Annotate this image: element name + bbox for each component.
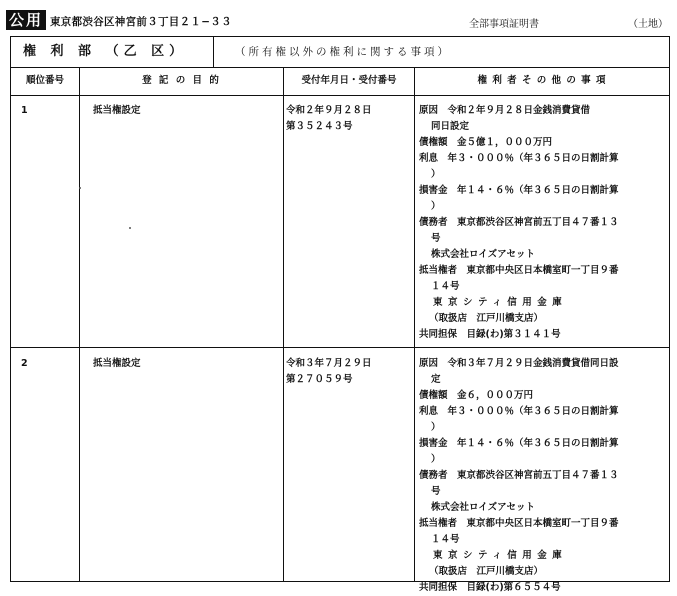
detail-line: 債権額 金５億１，０００万円 <box>419 137 553 148</box>
detail-line: （取扱店 江戸川橋支店） <box>429 313 544 324</box>
section-title: 権 利 部 （乙 区） <box>11 37 214 67</box>
detail-line: 株式会社ロイズアセット <box>431 502 536 513</box>
column-header-reception: 受付年月日・受付番号 <box>301 75 397 86</box>
detail-line: 債務者 東京都渋谷区神宮前五丁目４７番１３ <box>419 217 619 228</box>
entry-reception <box>286 356 372 388</box>
detail-line: 定 <box>431 374 441 385</box>
reception-date: 令和３年７月２９日 <box>286 358 372 369</box>
scan-speck <box>79 187 81 189</box>
detail-line: ） <box>431 201 441 212</box>
column-header-details: 権 利 者 そ の 他 の 事 項 <box>477 75 607 86</box>
detail-line: 利息 年３・０００％（年３６５日の日割計算 <box>419 406 619 417</box>
certificate-type: 全部事項証明書 <box>469 19 539 30</box>
detail-line: 原因 令和３年７月２９日金銭消費貸借同日設 <box>419 358 619 369</box>
detail-line: 抵当権者 東京都中央区日本橋室町一丁目９番 <box>419 518 619 529</box>
detail-line: ） <box>431 422 441 433</box>
detail-line: 東京シティ信用金庫 <box>433 297 568 308</box>
detail-line: 共同担保 目録(わ)第６５５４号 <box>419 582 561 593</box>
entry-details <box>419 356 619 596</box>
detail-line: 抵当権者 東京都中央区日本橋室町一丁目９番 <box>419 265 619 276</box>
register-entry <box>11 348 669 593</box>
detail-line: 同日設定 <box>431 121 470 132</box>
document-header <box>4 8 672 32</box>
reception-number: 第３５２４３号 <box>286 121 353 132</box>
reception-number: 第２７０５９号 <box>286 374 353 385</box>
entry-purpose: 抵当権設定 <box>93 358 141 369</box>
section-title-row <box>11 37 669 68</box>
detail-line: ） <box>431 454 441 465</box>
detail-line: 損害金 年１４・６％（年３６５日の日割計算 <box>419 185 619 196</box>
column-header-purpose: 登 記 の 目 的 <box>142 75 221 86</box>
detail-line: 債権額 金６，０００万円 <box>419 390 534 401</box>
detail-line: 号 <box>431 233 441 244</box>
column-header-row <box>11 67 669 96</box>
detail-line: 号 <box>431 486 441 497</box>
entry-details <box>419 103 619 343</box>
entry-rank: 1 <box>21 105 28 116</box>
reception-date: 令和２年９月２８日 <box>286 105 372 116</box>
detail-line: 損害金 年１４・６％（年３６５日の日割計算 <box>419 438 619 449</box>
section-note: （所有権以外の権利に関する事項） <box>235 46 451 58</box>
register-entry <box>11 95 669 347</box>
entry-reception <box>286 103 372 135</box>
entry-purpose: 抵当権設定 <box>93 105 141 116</box>
detail-line: 東京シティ信用金庫 <box>433 550 568 561</box>
detail-line: 共同担保 目録(わ)第３１４１号 <box>419 329 561 340</box>
column-header-rank: 順位番号 <box>25 75 64 86</box>
detail-line: 株式会社ロイズアセット <box>431 249 536 260</box>
detail-line: 利息 年３・０００％（年３６５日の日割計算 <box>419 153 619 164</box>
property-kind: （土地） <box>628 19 668 30</box>
detail-line: 原因 令和２年９月２８日金銭消費貸借 <box>419 105 591 116</box>
detail-line: （取扱店 江戸川橋支店） <box>429 566 544 577</box>
detail-line: １４号 <box>431 534 460 545</box>
detail-line: ） <box>431 169 441 180</box>
public-use-stamp: 公用 <box>6 10 46 30</box>
detail-line: １４号 <box>431 281 460 292</box>
detail-line: 債務者 東京都渋谷区神宮前五丁目４７番１３ <box>419 470 619 481</box>
scan-speck <box>129 227 131 229</box>
rights-table <box>10 36 670 593</box>
entry-rank: 2 <box>21 358 28 369</box>
property-address: 東京都渋谷区神宮前３丁目２１−３３ <box>50 16 232 28</box>
